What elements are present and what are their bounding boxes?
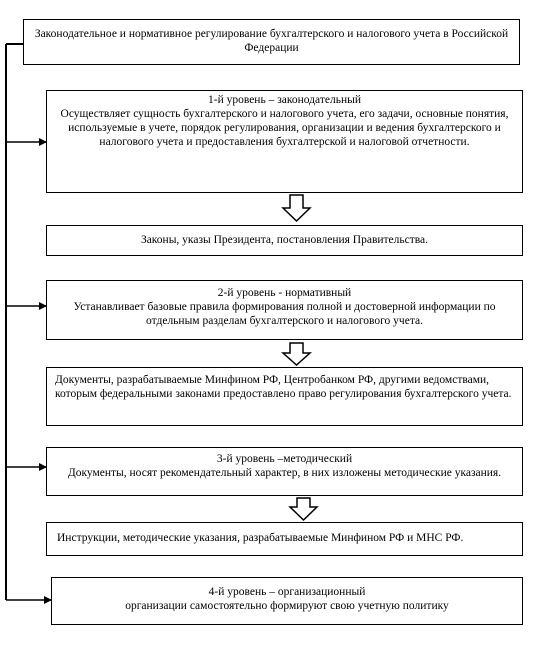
down-arrow-icon bbox=[283, 195, 310, 221]
level-2-title: 2-й уровень - нормативный bbox=[217, 287, 352, 299]
down-arrow-icon bbox=[283, 343, 310, 365]
header-box bbox=[23, 19, 520, 65]
level-2-result: Документы, разрабатываемые Минфином РФ, Центробанком РФ, другими ведомствами, которым федеральными законами предоставлено право регулирования бухгалтерского учета. bbox=[55, 374, 512, 400]
level-3-result-box bbox=[46, 522, 523, 556]
level-1-description: Осуществляет сущность бухгалтерского и налогового учета, его задачи, основные понятия, используемые в учете, порядок регулирования, организации и ведения бухгалтерского и налогового учета и предоставления бухгалтерской и налоговой отчетности. bbox=[60, 108, 509, 148]
level-2-result-box bbox=[46, 367, 523, 426]
level-4-description: организации самостоятельно формируют свою учетную политику bbox=[125, 600, 449, 612]
level-2-box bbox=[46, 280, 523, 340]
down-arrow-icon bbox=[290, 498, 317, 520]
level-3-title: 3-й уровень –методический bbox=[216, 453, 353, 465]
level-2-description: Устанавливает базовые правила формирования полной и достоверной информации по отдельным разделам бухгалтерского и налогового учета. bbox=[73, 301, 496, 327]
level-3-description: Документы, носят рекомендательный характер, в них изложены методические указания. bbox=[67, 467, 502, 479]
level-3-result: Инструкции, методические указания, разрабатываемые Минфином РФ и МНС РФ. bbox=[57, 532, 464, 544]
level-1-box bbox=[46, 90, 523, 193]
level-4-title: 4-й уровень – организационный bbox=[208, 586, 366, 598]
level-4-box bbox=[51, 577, 523, 625]
header-text: Законодательное и нормативное регулирование бухгалтерского и налогового учета в Российской Федерации bbox=[34, 28, 509, 54]
level-3-box bbox=[46, 447, 523, 496]
level-1-title: 1-й уровень – законодательный bbox=[207, 94, 361, 106]
level-1-result-box bbox=[46, 225, 523, 256]
level-1-result: Законы, указы Президента, постановления Правительства. bbox=[140, 234, 429, 246]
